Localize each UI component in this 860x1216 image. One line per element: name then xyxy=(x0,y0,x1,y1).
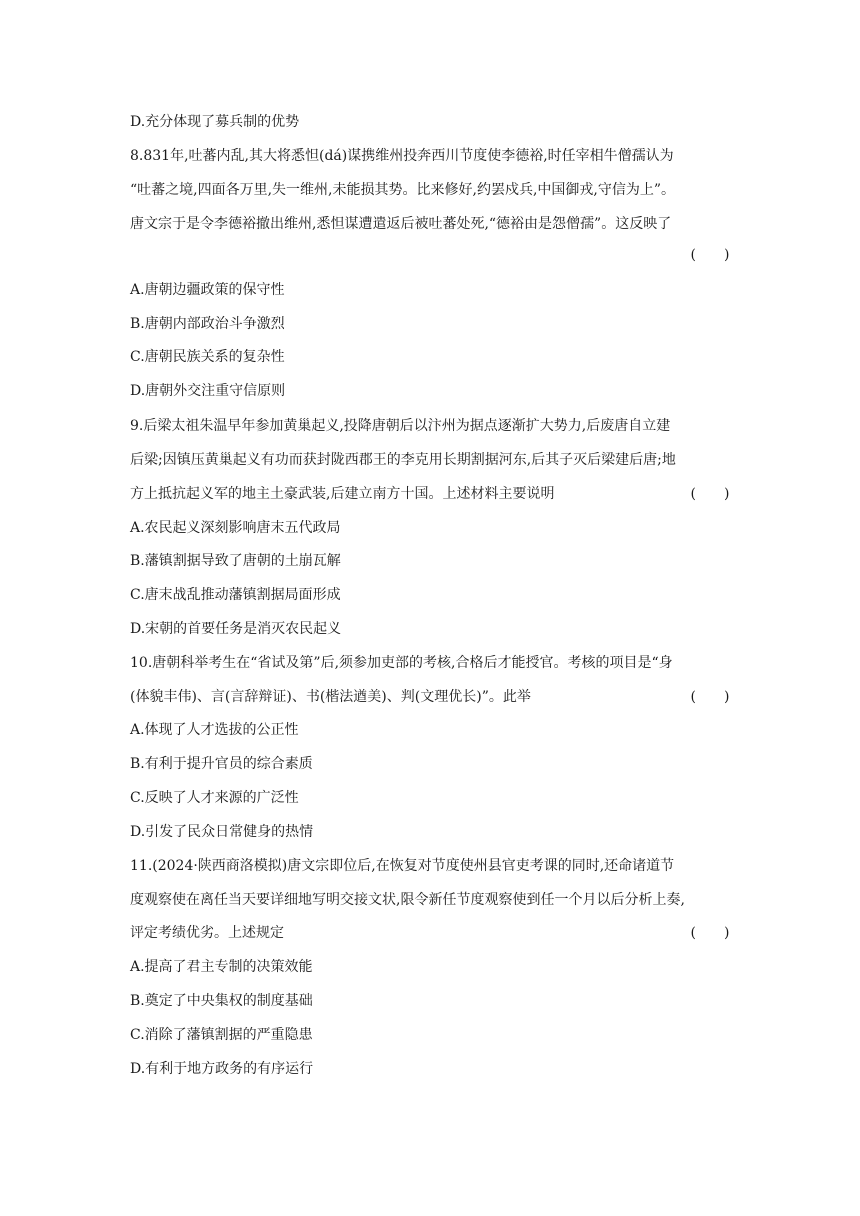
q8-option-d: D.唐朝外交注重守信原则 xyxy=(130,383,286,399)
q10-option-b: B.有利于提升官员的综合素质 xyxy=(130,756,313,772)
q10-stem-line-2-row xyxy=(130,687,730,707)
q11-stem-line-1: 11.(2024·陕西商洛模拟)唐文宗即位后,在恢复对节度使州县官吏考课的同时,还命诸道节 xyxy=(130,858,675,874)
q11-option-a: A.提高了君主专制的决策效能 xyxy=(130,959,313,975)
q8-option-c: C.唐朝民族关系的复杂性 xyxy=(130,349,285,365)
q11-answer-parentheses: ( ) xyxy=(690,925,730,941)
q10-option-a: A.体现了人才选拔的公正性 xyxy=(130,722,299,738)
q9-stem-line-3: 方上抵抗起义军的地主土豪武装,后建立南方十国。上述材料主要说明 xyxy=(130,486,555,502)
q10-option-d: D.引发了民众日常健身的热情 xyxy=(130,824,314,840)
q9-option-b: B.藩镇割据导致了唐朝的土崩瓦解 xyxy=(130,553,341,569)
q8-stem-line-2: “吐蕃之境,四面各万里,失一维州,未能损其势。比来修好,约罢戍兵,中国御戎,守信为上”。 xyxy=(130,182,676,198)
q8-stem-line-1: 8.831年,吐蕃内乱,其大将悉怛(dá)谋携维州投奔西川节度使李德裕,时任宰相牛僧孺认为 xyxy=(130,148,674,164)
q8-option-a: A.唐朝边疆政策的保守性 xyxy=(130,282,285,298)
q11-option-b: B.奠定了中央集权的制度基础 xyxy=(130,993,313,1009)
q9-option-d: D.宋朝的首要任务是消灭农民起义 xyxy=(130,621,342,637)
q10-stem-line-1: 10.唐朝科举考生在“省试及第”后,须参加吏部的考核,合格后才能授官。考核的项目是“身 xyxy=(130,655,673,671)
q11-stem-line-3: 评定考绩优劣。上述规定 xyxy=(130,925,284,941)
q11-stem-line-2: 度观察使在离任当天要详细地写明交接文状,限令新任节度观察使到任一个月以后分析上奏, xyxy=(130,892,685,908)
q9-stem-line-3-row xyxy=(130,484,730,504)
q9-stem-line-2: 后梁;因镇压黄巢起义有功而获封陇西郡王的李克用长期割据河东,后其子灭后梁建后唐;地 xyxy=(130,452,676,468)
q8-stem-line-3: 唐文宗于是令李德裕撤出维州,悉怛谋遭遣返后被吐蕃处死,“德裕由是怨僧孺”。这反映了 xyxy=(130,216,672,232)
q9-answer-parentheses: ( ) xyxy=(690,486,730,502)
q11-option-d: D.有利于地方政务的有序运行 xyxy=(130,1061,314,1077)
q9-stem-line-1: 9.后梁太祖朱温早年参加黄巢起义,投降唐朝后以汴州为据点逐渐扩大势力,后废唐自立建 xyxy=(130,418,671,434)
q8-option-b: B.唐朝内部政治斗争激烈 xyxy=(130,316,285,332)
q9-option-a: A.农民起义深刻影响唐末五代政局 xyxy=(130,520,341,536)
q10-answer-parentheses: ( ) xyxy=(690,689,730,705)
q11-stem-line-3-row xyxy=(130,923,730,943)
q7-option-d: D.充分体现了募兵制的优势 xyxy=(130,114,300,130)
q8-answer-parentheses: ( ) xyxy=(690,247,730,263)
q11-option-c: C.消除了藩镇割据的严重隐患 xyxy=(130,1027,313,1043)
q10-stem-line-2: (体貌丰伟)、言(言辞辩证)、书(楷法遒美)、判(文理优长)”。此举 xyxy=(130,689,531,705)
q10-option-c: C.反映了人才来源的广泛性 xyxy=(130,790,299,806)
q9-option-c: C.唐末战乱推动藩镇割据局面形成 xyxy=(130,587,341,603)
